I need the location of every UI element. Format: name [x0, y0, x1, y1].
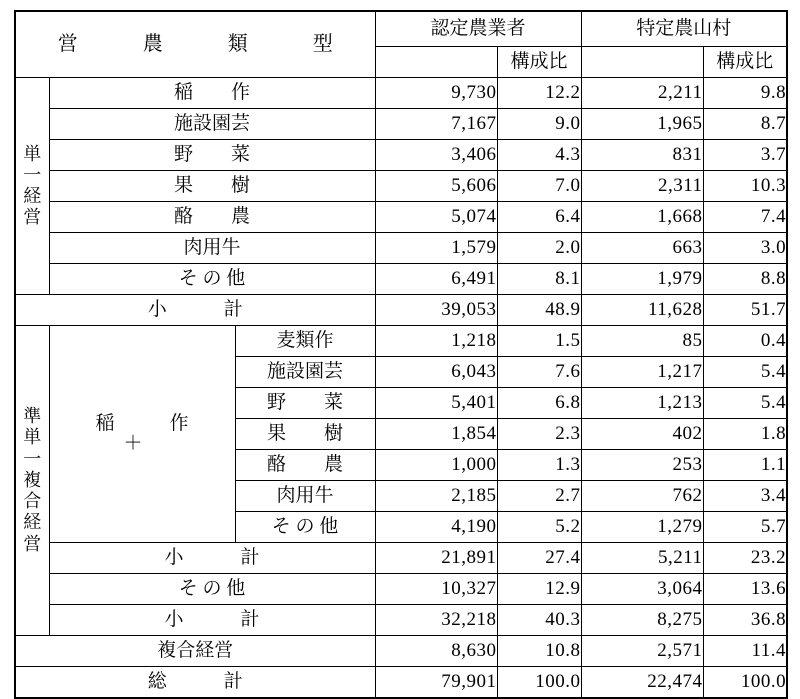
cell-special: 2,571	[581, 636, 703, 667]
cell-certified-pct: 40.3	[497, 605, 581, 636]
cell-special-pct: 10.3	[703, 171, 787, 202]
cell-certified-pct: 2.0	[497, 233, 581, 264]
cell-certified-pct: 12.9	[497, 574, 581, 605]
cell-certified: 1,579	[375, 233, 497, 264]
row-label-grand-total: 総 計	[15, 667, 375, 699]
row-label: 果 樹	[235, 419, 375, 450]
cell-certified: 3,406	[375, 140, 497, 171]
header-certified-ratio: 構成比	[497, 47, 581, 78]
table-row	[15, 264, 787, 295]
table-row-subtotal	[15, 605, 787, 636]
cell-special-pct: 36.8	[703, 605, 787, 636]
cell-certified-pct: 8.1	[497, 264, 581, 295]
cell-special: 5,211	[581, 543, 703, 574]
cell-certified-pct: 4.3	[497, 140, 581, 171]
row-label: 稲 作	[49, 78, 375, 109]
cell-certified-pct: 1.5	[497, 326, 581, 357]
cell-special-pct: 1.1	[703, 450, 787, 481]
cell-special-pct: 8.7	[703, 109, 787, 140]
table-row	[15, 171, 787, 202]
cell-special-pct: 51.7	[703, 295, 787, 326]
cell-special-pct: 9.8	[703, 78, 787, 109]
table-row	[15, 326, 787, 357]
cell-certified-pct: 9.0	[497, 109, 581, 140]
cell-special: 2,211	[581, 78, 703, 109]
cell-special: 253	[581, 450, 703, 481]
row-label: そ の 他	[235, 512, 375, 543]
cell-certified-pct: 27.4	[497, 543, 581, 574]
table-row-compound	[15, 636, 787, 667]
table-row	[15, 140, 787, 171]
table-row-subtotal	[15, 543, 787, 574]
cell-special: 1,279	[581, 512, 703, 543]
cell-certified-pct: 2.3	[497, 419, 581, 450]
cell-certified: 8,630	[375, 636, 497, 667]
header-special-ratio: 構成比	[703, 47, 787, 78]
row-label: 施設園芸	[49, 109, 375, 140]
cell-special: 1,668	[581, 202, 703, 233]
cell-special-pct: 5.4	[703, 357, 787, 388]
cell-certified-pct: 7.6	[497, 357, 581, 388]
table-row-subtotal	[15, 295, 787, 326]
group-label-quasi-single-compound: 準 単 一 複 合 経 営	[15, 326, 49, 636]
cell-special-pct: 0.4	[703, 326, 787, 357]
row-label: 肉用牛	[49, 233, 375, 264]
cell-certified: 32,218	[375, 605, 497, 636]
cell-certified: 5,401	[375, 388, 497, 419]
cell-special-pct: 3.4	[703, 481, 787, 512]
header-special-count-blank	[581, 47, 703, 78]
cell-certified: 10,327	[375, 574, 497, 605]
header-certified-count-blank	[375, 47, 497, 78]
cell-certified: 1,854	[375, 419, 497, 450]
row-label: 酪 農	[49, 202, 375, 233]
cell-certified: 6,491	[375, 264, 497, 295]
table-row	[15, 202, 787, 233]
cell-certified-pct: 6.8	[497, 388, 581, 419]
cell-special: 831	[581, 140, 703, 171]
table-header-row-1	[15, 11, 787, 47]
row-label: 野 菜	[49, 140, 375, 171]
cell-special-pct: 23.2	[703, 543, 787, 574]
cell-special-pct: 8.8	[703, 264, 787, 295]
table-row	[15, 109, 787, 140]
cell-special-pct: 13.6	[703, 574, 787, 605]
cell-special: 1,965	[581, 109, 703, 140]
cell-certified: 79,901	[375, 667, 497, 699]
row-label: 酪 農	[235, 450, 375, 481]
cell-certified-pct: 10.8	[497, 636, 581, 667]
cell-special-pct: 5.4	[703, 388, 787, 419]
row-label: 肉用牛	[235, 481, 375, 512]
table-row	[15, 574, 787, 605]
cell-special-pct: 1.8	[703, 419, 787, 450]
cell-special: 3,064	[581, 574, 703, 605]
row-label-subtotal: 小 計	[15, 295, 375, 326]
cell-certified: 39,053	[375, 295, 497, 326]
cell-special: 1,217	[581, 357, 703, 388]
cell-special-pct: 11.4	[703, 636, 787, 667]
cell-certified: 5,074	[375, 202, 497, 233]
cell-special-pct: 3.0	[703, 233, 787, 264]
row-label: 麦類作	[235, 326, 375, 357]
table-row-grand-total	[15, 667, 787, 699]
cell-special: 8,275	[581, 605, 703, 636]
row-label-subtotal: 小 計	[49, 605, 375, 636]
table-row	[15, 233, 787, 264]
row-label-other: そ の 他	[49, 574, 375, 605]
cell-certified: 7,167	[375, 109, 497, 140]
row-label: 果 樹	[49, 171, 375, 202]
cell-certified: 2,185	[375, 481, 497, 512]
cell-certified-pct: 2.7	[497, 481, 581, 512]
cell-special-pct: 7.4	[703, 202, 787, 233]
cell-certified-pct: 100.0	[497, 667, 581, 699]
cell-special: 663	[581, 233, 703, 264]
cell-certified-pct: 5.2	[497, 512, 581, 543]
cell-special: 85	[581, 326, 703, 357]
row-label: 施設園芸	[235, 357, 375, 388]
table-row	[15, 78, 787, 109]
row-label: 野 菜	[235, 388, 375, 419]
cell-certified-pct: 6.4	[497, 202, 581, 233]
cell-special: 11,628	[581, 295, 703, 326]
cell-certified: 5,606	[375, 171, 497, 202]
farm-type-statistics-table	[14, 10, 788, 699]
cell-certified: 21,891	[375, 543, 497, 574]
cell-special-pct: 100.0	[703, 667, 787, 699]
cell-certified: 4,190	[375, 512, 497, 543]
row-label-rice-plus: 稲 作 ＋	[49, 326, 235, 543]
cell-special-pct: 5.7	[703, 512, 787, 543]
header-certified-farmer: 認定農業者	[375, 11, 581, 47]
row-label: そ の 他	[49, 264, 375, 295]
row-label-compound: 複合経営	[15, 636, 375, 667]
cell-special: 22,474	[581, 667, 703, 699]
cell-special: 762	[581, 481, 703, 512]
group-label-single-management: 単 一 経 営	[15, 78, 49, 295]
cell-special: 402	[581, 419, 703, 450]
cell-certified: 1,218	[375, 326, 497, 357]
cell-certified: 1,000	[375, 450, 497, 481]
cell-certified-pct: 1.3	[497, 450, 581, 481]
cell-certified: 6,043	[375, 357, 497, 388]
cell-certified-pct: 48.9	[497, 295, 581, 326]
cell-special: 1,213	[581, 388, 703, 419]
cell-special-pct: 3.7	[703, 140, 787, 171]
cell-certified-pct: 7.0	[497, 171, 581, 202]
cell-special: 1,979	[581, 264, 703, 295]
row-label-subtotal: 小 計	[49, 543, 375, 574]
cell-special: 2,311	[581, 171, 703, 202]
cell-certified: 9,730	[375, 78, 497, 109]
header-farm-type: 営 農 類 型	[15, 11, 375, 78]
cell-certified-pct: 12.2	[497, 78, 581, 109]
header-special-mountain-village: 特定農山村	[581, 11, 787, 47]
